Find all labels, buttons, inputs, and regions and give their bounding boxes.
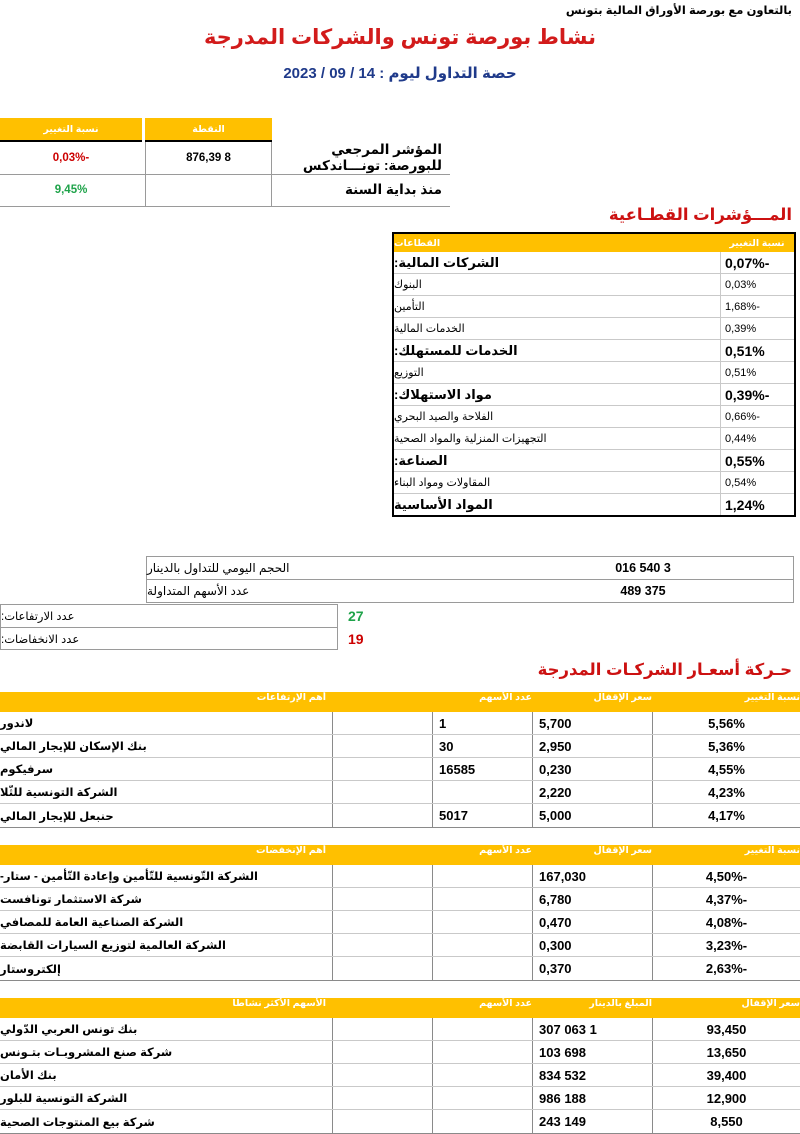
sector-header-change: نسبة التغيير (720, 234, 794, 252)
sector-change: -1,68% (720, 296, 794, 317)
actives-close: 39,400 (652, 1064, 800, 1086)
cooperation-note: بالتعاون مع بورصة الأوراق المالية بتونس (565, 5, 792, 17)
losers-shares (432, 934, 532, 956)
gainers-change: 4,55% (652, 758, 800, 780)
actives-header-amount: المبلغ بالدينار (532, 998, 652, 1018)
actives-shares (432, 1018, 532, 1040)
sector-row (394, 472, 794, 494)
actives-shares (432, 1064, 532, 1086)
gainers-header-shares: عدد الأسهم (432, 692, 532, 712)
losers-change: -4,08% (652, 911, 800, 933)
losers-header-spacer (332, 845, 432, 865)
sector-name: الشركات المالية: (394, 254, 500, 270)
gainers-close: 2,950 (532, 735, 652, 757)
table-row (0, 781, 800, 804)
losers-name: الشركة التّونسية للتّأمين وإعادة التّأمين - ستار- (0, 871, 258, 883)
sector-name: المقاولات ومواد البناء (394, 477, 491, 489)
sector-name: مواد الاستهلاك: (394, 386, 492, 402)
actives-name: شركة بيع المنتوجات الصحية (0, 1116, 155, 1129)
actives-shares (432, 1041, 532, 1063)
daily-volume-label: الحجم اليومي للتداول بالدينار (147, 561, 290, 575)
losers-shares (432, 865, 532, 887)
table-row (0, 604, 800, 627)
tunindex-points: 8 876,39 (145, 142, 272, 174)
actives-header-name: الأسهم الأكثر نشاطا (0, 998, 332, 1018)
sector-change: 0,54% (720, 472, 794, 493)
losers-name: إلكتروستار (0, 963, 61, 976)
tunindex-change: -0,03% (52, 152, 90, 164)
table-row (0, 758, 800, 781)
actives-close: 93,450 (652, 1018, 800, 1040)
losers-change: -3,23% (652, 934, 800, 956)
sector-name: الصناعة: (394, 452, 448, 468)
gainers-change: 5,56% (652, 712, 800, 734)
declines-value: 19 (348, 630, 364, 647)
actives-amount: 532 834 (532, 1064, 652, 1086)
most-active-table (0, 998, 800, 1134)
gainers-header-close: سعر الإقفال (532, 692, 652, 712)
losers-change: -2,63% (652, 957, 800, 980)
losers-header-name: أهم الإنخفضات (0, 845, 332, 865)
table-row (0, 1018, 800, 1041)
sector-change: 0,51% (720, 340, 794, 361)
losers-spacer (332, 888, 432, 910)
advances-label: عدد الارتفاعات: (0, 604, 338, 627)
table-row (0, 1110, 800, 1133)
index-header-change: نسبة التغيير (0, 118, 142, 142)
table-row (147, 580, 793, 602)
table-row (0, 804, 800, 827)
actives-spacer (332, 1110, 432, 1133)
table-row (147, 557, 793, 580)
losers-change: -4,37% (652, 888, 800, 910)
losers-name: الشركة الصناعية العامة للمصافي (0, 917, 184, 929)
actives-spacer (332, 1064, 432, 1086)
gainers-header-spacer (332, 692, 432, 712)
gainers-shares (432, 781, 532, 803)
sector-name: التجهيزات المنزلية والمواد الصحية (394, 433, 547, 445)
losers-spacer (332, 911, 432, 933)
gainers-close: 2,220 (532, 781, 652, 803)
sector-row (394, 428, 794, 450)
losers-shares (432, 888, 532, 910)
index-header-row (0, 118, 272, 142)
actives-spacer (332, 1087, 432, 1109)
losers-table-header (0, 845, 800, 865)
actives-spacer (332, 1041, 432, 1063)
losers-spacer (332, 865, 432, 887)
sector-change: 0,51% (720, 362, 794, 383)
gainers-shares: 30 (432, 735, 532, 757)
index-header-points: النقطة (145, 118, 272, 142)
actives-name: شركة صنع المشروبـات بتـونس (0, 1047, 173, 1059)
table-row (0, 712, 800, 735)
gainers-name: لاندور (0, 718, 34, 730)
table-row (0, 865, 800, 888)
sector-section-title: المـــؤشرات القطـاعية (608, 206, 792, 224)
losers-name: شركة الاستثمار تونافست (0, 894, 142, 906)
actives-amount: 188 986 (532, 1087, 652, 1109)
table-row (0, 911, 800, 934)
traded-shares-value: 375 489 (620, 584, 666, 598)
gainers-spacer (332, 758, 432, 780)
index-row-tunindex (0, 142, 450, 175)
table-row (0, 735, 800, 758)
table-row (0, 934, 800, 957)
sector-header-name: القطاعات (394, 234, 720, 252)
losers-spacer (332, 957, 432, 980)
gainers-table-header (0, 692, 800, 712)
table-row (0, 1087, 800, 1110)
gainers-spacer (332, 712, 432, 734)
losers-close: 0,470 (532, 911, 652, 933)
actives-amount: 1 063 307 (532, 1018, 652, 1040)
actives-table-header (0, 998, 800, 1018)
gainers-spacer (332, 804, 432, 827)
table-row (0, 957, 800, 980)
gainers-close: 5,000 (532, 804, 652, 827)
sector-row (394, 318, 794, 340)
movement-section-title: حـركة أسعـار الشركـات المدرجة (537, 661, 792, 679)
sector-row (394, 384, 794, 406)
actives-shares (432, 1087, 532, 1109)
gainers-change: 4,17% (652, 804, 800, 827)
volume-stats-table (146, 556, 794, 603)
index-row-ytd (0, 174, 450, 207)
losers-close: 6,780 (532, 888, 652, 910)
losers-header-change: نسبة التغيير (652, 845, 800, 865)
tunindex-label: المؤشر المرجعي للبورصة: تونـــاندكس (302, 142, 442, 173)
actives-close: 13,650 (652, 1041, 800, 1063)
gainers-shares: 16585 (432, 758, 532, 780)
reference-index-block (0, 118, 800, 208)
gainers-shares: 1 (432, 712, 532, 734)
losers-name: الشركة العالمية لتوزيع السيارات القابضة (0, 940, 226, 952)
advance-decline-table (0, 604, 800, 650)
sector-change: 0,03% (720, 274, 794, 295)
ytd-points (145, 174, 272, 206)
losers-spacer (332, 934, 432, 956)
actives-name: بنك الأمان (0, 1070, 57, 1082)
sector-change: -0,39% (720, 384, 794, 405)
actives-spacer (332, 1018, 432, 1040)
losers-header-shares: عدد الأسهم (432, 845, 532, 865)
advances-value: 27 (348, 607, 364, 624)
gainers-name: سرفيكوم (0, 764, 54, 776)
top-losers-table (0, 845, 800, 981)
losers-close: 0,300 (532, 934, 652, 956)
sector-row (394, 450, 794, 472)
sector-name: الخدمات المالية (394, 323, 465, 335)
actives-amount: 698 103 (532, 1041, 652, 1063)
sector-change: 0,44% (720, 428, 794, 449)
gainers-name: بنك الإسكان للإيجار المالي (0, 741, 147, 753)
sector-row (394, 274, 794, 296)
losers-shares (432, 911, 532, 933)
sector-row (394, 494, 794, 515)
actives-close: 12,900 (652, 1087, 800, 1109)
table-row (0, 888, 800, 911)
gainers-close: 0,230 (532, 758, 652, 780)
actives-amount: 149 243 (532, 1110, 652, 1133)
losers-close: 0,370 (532, 957, 652, 980)
declines-label: عدد الانخفاضات: (0, 627, 338, 650)
gainers-shares: 5017 (432, 804, 532, 827)
sector-table-header (394, 234, 794, 252)
actives-header-spacer (332, 998, 432, 1018)
ytd-label: منذ بداية السنة (344, 182, 442, 197)
top-gainers-table (0, 692, 800, 828)
sector-indices-table (392, 232, 796, 517)
actives-close: 8,550 (652, 1110, 800, 1133)
sector-change: 0,39% (720, 318, 794, 339)
table-row (0, 1041, 800, 1064)
sector-row (394, 296, 794, 318)
losers-header-close: سعر الإقفال (532, 845, 652, 865)
sector-change: 0,55% (720, 450, 794, 471)
losers-change: -4,50% (652, 865, 800, 887)
sector-name: التأمين (394, 301, 425, 313)
actives-header-shares: عدد الأسهم (432, 998, 532, 1018)
sector-row (394, 362, 794, 384)
sector-change: 1,24% (720, 494, 794, 515)
actives-header-close: سعر الإقفال (652, 998, 800, 1018)
gainers-change: 4,23% (652, 781, 800, 803)
ytd-change: 9,45% (54, 184, 88, 196)
sector-name: البنوك (394, 279, 422, 291)
sector-name: الفلاحة والصيد البحري (394, 411, 494, 423)
losers-close: 167,030 (532, 865, 652, 887)
gainers-name: الشركة التونسية للثّلا (0, 787, 118, 799)
sector-row (394, 406, 794, 428)
table-row (0, 627, 800, 650)
actives-shares (432, 1110, 532, 1133)
sector-change: -0,07% (720, 252, 794, 273)
gainers-spacer (332, 735, 432, 757)
table-row (0, 1064, 800, 1087)
gainers-name: حنبعل للإيجار المالي (0, 810, 114, 823)
sector-change: -0,66% (720, 406, 794, 427)
actives-name: الشركة التونسية للبلور (0, 1093, 128, 1105)
losers-shares (432, 957, 532, 980)
gainers-change: 5,36% (652, 735, 800, 757)
traded-shares-label: عدد الأسهم المتداولة (147, 584, 250, 598)
session-date: حصة التداول ليوم : 14 / 09 / 2023 (283, 65, 517, 82)
sector-row (394, 340, 794, 362)
gainers-header-name: أهم الإرتفاعات (0, 692, 332, 712)
daily-volume-value: 3 540 016 (615, 561, 671, 575)
page-title: نشاط بورصة تونس والشركات المدرجة (203, 26, 597, 49)
sector-row (394, 252, 794, 274)
gainers-spacer (332, 781, 432, 803)
sector-name: الخدمات للمستهلك: (394, 342, 518, 358)
sector-name: المواد الأساسية (394, 496, 493, 512)
gainers-header-change: نسبة التغيير (652, 692, 800, 712)
gainers-close: 5,700 (532, 712, 652, 734)
actives-name: بنك تونس العربي الدّولي (0, 1024, 138, 1036)
sector-name: التوزيع (394, 367, 424, 379)
